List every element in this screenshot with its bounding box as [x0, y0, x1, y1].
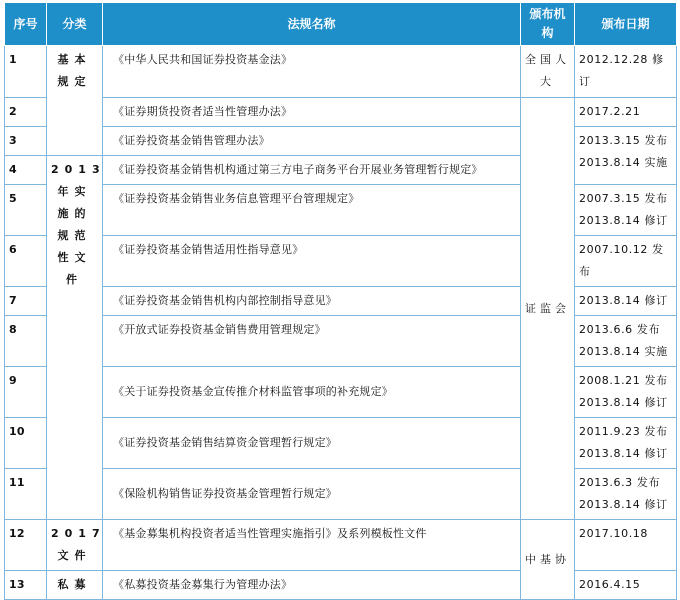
table-row [5, 127, 677, 156]
header-authority: 颁布机构 [521, 3, 575, 46]
header-date: 颁布日期 [575, 3, 677, 46]
row-no: 5 [5, 185, 47, 236]
authority-npc: 全国人大 [521, 46, 575, 98]
authority-csrc-label: 证监会 [525, 301, 570, 315]
issue-date: 2011.9.23 发布 2013.8.14 修订 [575, 418, 677, 469]
row-no: 13 [5, 571, 47, 600]
regulation-name: 《开放式证券投资基金销售费用管理规定》 [103, 316, 521, 367]
regulation-name: 《证券投资基金销售机构内部控制指导意见》 [103, 287, 521, 316]
category-basic: 基本规定 [47, 46, 103, 156]
table-row [5, 316, 677, 367]
table-row [5, 98, 677, 127]
issue-date: 2017.2.21 [575, 98, 677, 127]
row-no: 9 [5, 367, 47, 418]
row-no: 6 [5, 236, 47, 287]
regulation-name: 《证券期货投资者适当性管理办法》 [103, 98, 521, 127]
table-header-row [5, 3, 677, 46]
issue-date: 2007.3.15 发布 2013.8.14 修订 [575, 185, 677, 236]
issue-date: 2013.6.6 发布 2013.8.14 实施 [575, 316, 677, 367]
header-no: 序号 [5, 3, 47, 46]
issue-date: 2013.6.3 发布 2013.8.14 修订 [575, 469, 677, 520]
category-2017: 2017文件 [47, 520, 103, 571]
row-no: 1 [5, 46, 47, 98]
row-no: 8 [5, 316, 47, 367]
category-private: 私募 [47, 571, 103, 600]
row-no: 7 [5, 287, 47, 316]
table-row [5, 418, 677, 469]
row-no: 2 [5, 98, 47, 127]
table-row [5, 469, 677, 520]
regulation-name: 《保险机构销售证券投资基金管理暂行规定》 [103, 469, 521, 520]
regulation-name: 《证券投资基金销售适用性指导意见》 [103, 236, 521, 287]
regulation-table [4, 2, 677, 600]
authority-csrc [521, 98, 575, 520]
regulation-name: 《基金募集机构投资者适当性管理实施指引》及系列模板性文件 [103, 520, 521, 571]
regulation-name: 《证券投资基金销售结算资金管理暂行规定》 [103, 418, 521, 469]
regulation-name: 《中华人民共和国证券投资基金法》 [103, 46, 521, 98]
table-row [5, 185, 677, 236]
table-row [5, 287, 677, 316]
regulation-name: 《私募投资基金募集行为管理办法》 [103, 571, 521, 600]
authority-amac [521, 520, 575, 600]
row-no: 11 [5, 469, 47, 520]
table-row [5, 46, 677, 98]
row-no: 4 [5, 156, 47, 185]
table-row [5, 367, 677, 418]
issue-date: 2016.4.15 [575, 571, 677, 600]
issue-date: 2007.10.12 发布 [575, 236, 677, 287]
row-no: 3 [5, 127, 47, 156]
table-row [5, 520, 677, 571]
table-row [5, 236, 677, 287]
row-no: 10 [5, 418, 47, 469]
regulation-name: 《证券投资基金销售管理办法》 [103, 127, 521, 156]
regulation-name: 《证券投资基金销售机构通过第三方电子商务平台开展业务管理暂行规定》 [103, 156, 521, 185]
issue-date: 2013.8.14 修订 [575, 287, 677, 316]
issue-date: 2008.1.21 发布 2013.8.14 修订 [575, 367, 677, 418]
row-no: 12 [5, 520, 47, 571]
header-name: 法规名称 [103, 3, 521, 46]
category-2013: 2013年实施的规范性文件 [47, 156, 103, 520]
table-row [5, 571, 677, 600]
issue-date: 2012.12.28 修订 [575, 46, 677, 98]
issue-date: 2013.3.15 发布 2013.8.14 实施 [575, 127, 677, 185]
regulation-name: 《关于证券投资基金宣传推介材料监管事项的补充规定》 [103, 367, 521, 418]
header-category: 分类 [47, 3, 103, 46]
authority-amac-label: 中基协 [525, 552, 570, 566]
regulation-name: 《证券投资基金销售业务信息管理平台管理规定》 [103, 185, 521, 236]
issue-date: 2017.10.18 [575, 520, 677, 571]
